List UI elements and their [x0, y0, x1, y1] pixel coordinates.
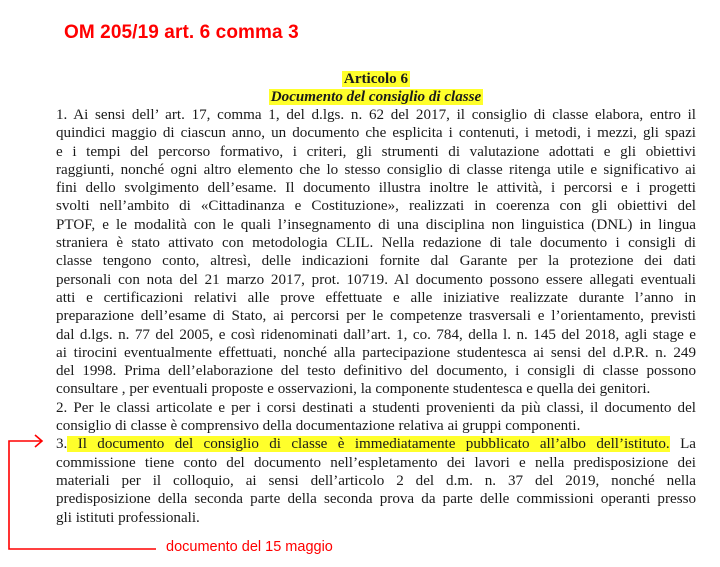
paragraph-3-line: predisposizione della seconda parte della seconda prova da parte delle commissioni operanti presso [56, 491, 696, 508]
paragraph-2-line: consiglio di classe è comprensivo della documentazione relativa ai gruppi componenti. [56, 418, 581, 435]
annotation-caption: documento del 15 maggio [166, 539, 333, 555]
paragraph-1-line: dal d.lgs. n. 77 del 2005, e così ridenominati dall’art. 1, co. 784, della l. n. 145 del 2018, agli stage e [56, 326, 696, 343]
paragraph-1-line: atti e certificazioni relativi alle prove effettuate e alle iniziative realizzate durante l’anno in [56, 289, 696, 306]
paragraph-3-first-tail: La [669, 436, 696, 453]
paragraph-1-line: svolti nell’ambito di «Cittadinanza e Costituzione», realizzati in coerenza con gli obiettivi del [56, 198, 696, 215]
paragraph-1-line: ai tirocini eventualmente effettuati, nonché alla partecipazione studentesca ai sensi del d.P.R. n. 249 [56, 344, 696, 361]
paragraph-3-line: materiali per il colloquio, ai sensi dell’articolo 2 del d.m. n. 37 del 2019, nonché nella [56, 472, 696, 489]
paragraph-1-line: fini dello svolgimento dell’esame. Il documento illustra inoltre le attività, i percorsi e i progetti [56, 180, 696, 197]
paragraph-1-line: straniera è stato attivato con metodologia CLIL. Nella redazione di tale documento i consigli di [56, 235, 696, 252]
paragraph-1-line: PTOF, e le modalità con le quali l’insegnamento di una disciplina non linguistica (DNL) in lingua [56, 216, 696, 233]
paragraph-3-number: 3. [56, 436, 68, 453]
paragraph-1-line: raggiunti, nonché ogni altro elemento che lo stesso consiglio di classe ritenga utile e significativo ai [56, 161, 696, 178]
paragraph-1-line: preparazione dell’esame di Stato, ai percorsi per le competenze trasversali e l’orientamento, previsti [56, 308, 696, 325]
paragraph-1-line: 1. Ai sensi dell’ art. 17, comma 1, del d.lgs. n. 62 del 2017, il consiglio di classe elabora, entro il [56, 107, 696, 123]
paragraph-1-line: e i tempi del percorso formativo, i criteri, gli strumenti di valutazione adottati e gli obiettivi [56, 143, 696, 160]
highlighted-sentence: Il documento del consiglio di classe è immediatamente pubblicato all’albo dell’istituto. [67, 436, 670, 453]
paragraph-1-line: del 1998. Prima dell’elaborazione del testo definitivo del documento, i consigli di classe possono [56, 363, 696, 380]
paragraph-1-line: quindici maggio di ciascun anno, un documento che esplicita i contenuti, i metodi, i mezzi, gli spazi [56, 125, 696, 142]
article-subtitle: Documento del consiglio di classe [270, 89, 482, 105]
paragraph-1-line: personali con nota del 21 marzo 2017, prot. 10719. Al documento possono essere allegati eventuali [56, 271, 696, 288]
paragraph-1-line: consultare , per eventuali proposte e osservazioni, la componente studentesca e quella dei genitori. [56, 381, 651, 398]
paragraph-3-line: gli istituti professionali. [56, 509, 200, 526]
paragraph-3-line: commissione tiene conto del documento nell’espletamento dei lavori e nella predisposizione dei [56, 454, 696, 471]
paragraph-1-line: classe tengono conto, altresì, delle indicazioni fornite dal Garante per la protezione dei dati [56, 253, 696, 270]
paragraph-2-line: 2. Per le classi articolate e per i corsi destinati a studenti provenienti da più classi, il documento del [56, 399, 696, 416]
article-title: Articolo 6 [343, 71, 409, 87]
annotation-title: OM 205/19 art. 6 comma 3 [64, 22, 299, 43]
